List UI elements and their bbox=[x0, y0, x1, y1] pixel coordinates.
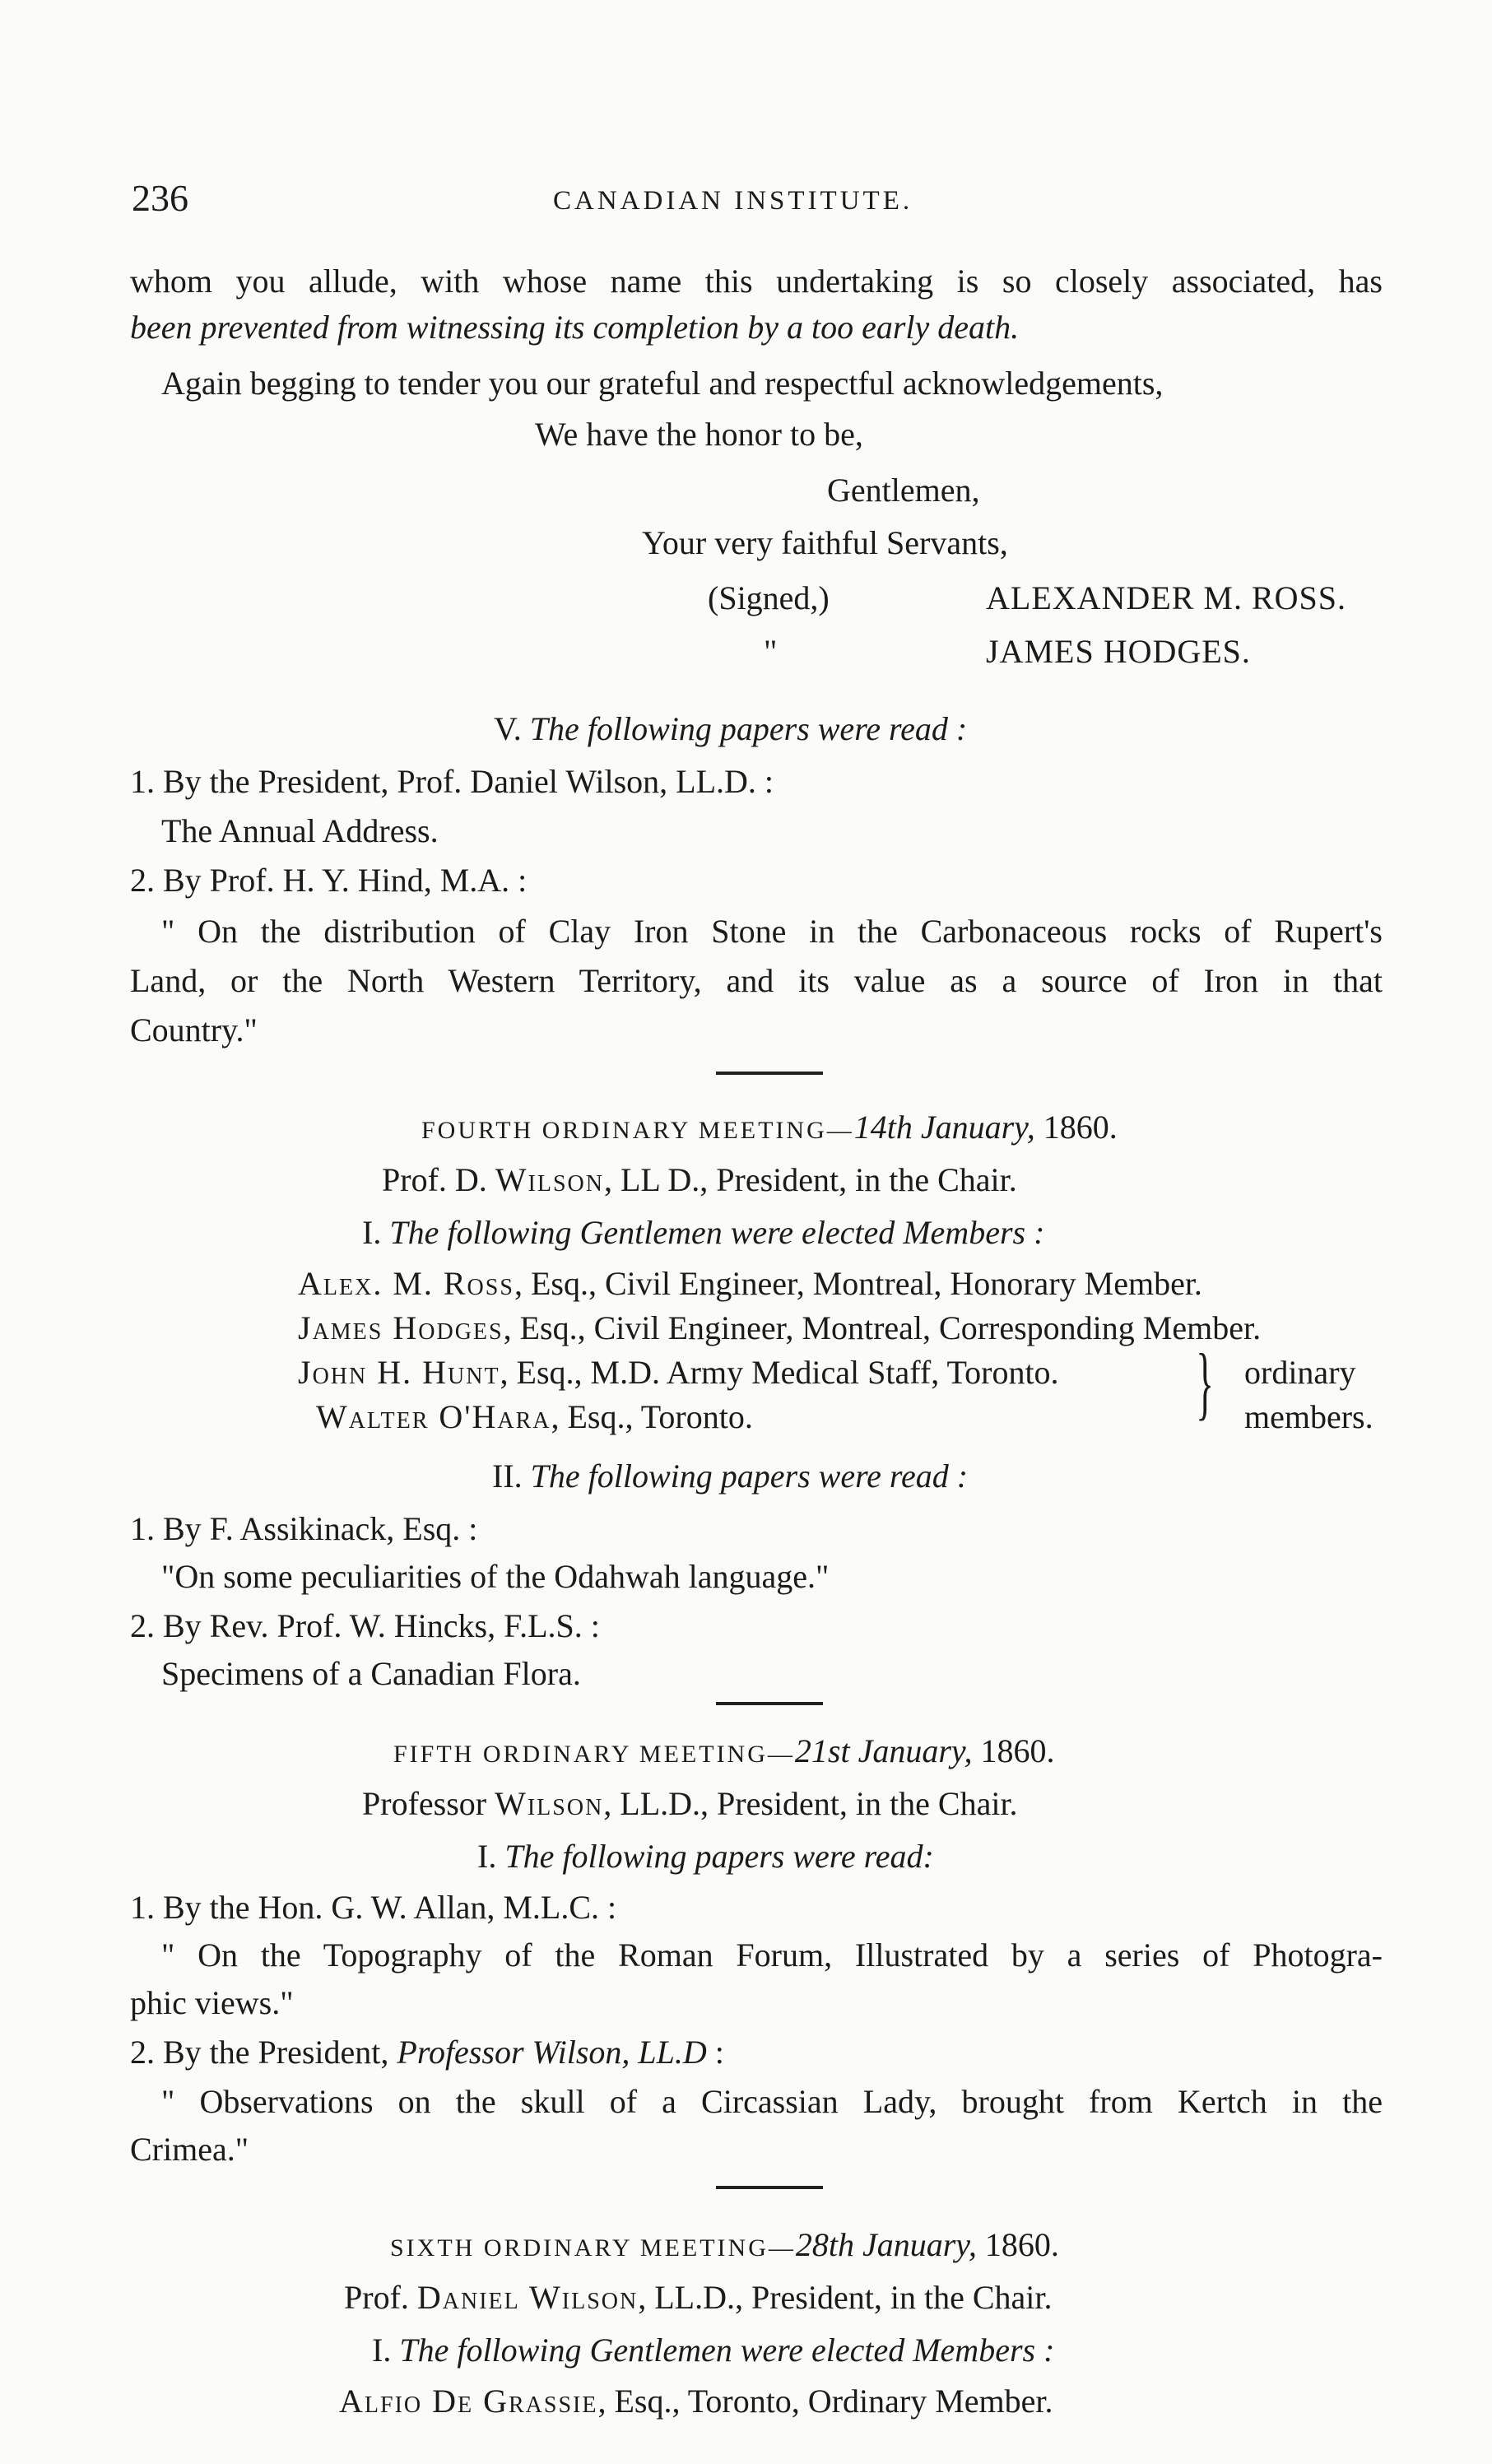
divider-1 bbox=[716, 1072, 823, 1075]
fourth-meeting-year: 1860. bbox=[1043, 1109, 1118, 1146]
fourth-papers-heading bbox=[492, 1457, 969, 1495]
paper-1-title: The Annual Address. bbox=[161, 812, 439, 849]
divider-3 bbox=[716, 2186, 823, 2189]
fifth-meeting-date: 21st January, bbox=[794, 1732, 973, 1769]
fourth-chair-name: Wilson bbox=[495, 1161, 604, 1198]
closing-gentlemen: Gentlemen, bbox=[827, 472, 980, 509]
paper-2-line-3: Country." bbox=[130, 1011, 258, 1048]
fifth-paper-2-author: Professor Wilson, LL.D bbox=[397, 2034, 707, 2071]
signed-label: (Signed,) bbox=[708, 579, 830, 616]
fifth-chair-name: Wilson bbox=[495, 1785, 604, 1822]
paper-2-line-2: Land, or the North Western Territory, and its value as a source of Iron in that bbox=[130, 962, 1383, 999]
member-hunt-details: , Esq., M.D. Army Medical Staff, Toronto. bbox=[500, 1354, 1059, 1391]
member-hodges-name: James Hodges bbox=[298, 1309, 504, 1346]
fourth-paper-1-title: "On some peculiarities of the Odahwah language." bbox=[161, 1558, 830, 1595]
fifth-meeting-year: 1860. bbox=[980, 1732, 1055, 1769]
sixth-chair-name: Daniel Wilson bbox=[416, 2279, 639, 2316]
fifth-paper-1-line-1: " On the Topography of the Roman Forum, Illustrated by a series of Photogra- bbox=[161, 1936, 1383, 1974]
member-hunt-name: John H. Hunt bbox=[298, 1354, 500, 1391]
fifth-paper-2-prefix: 2. By the President, bbox=[130, 2034, 397, 2071]
member-ross bbox=[298, 1267, 1202, 1300]
divider-2 bbox=[716, 1702, 823, 1705]
fifth-paper-1-heading: 1. By the Hon. G. W. Allan, M.L.C. : bbox=[130, 1889, 617, 1926]
member-ross-details: , Esq., Civil Engineer, Montreal, Honorary Member. bbox=[514, 1265, 1202, 1302]
letter-line-2 bbox=[130, 311, 1019, 344]
fourth-chair-suffix: , LL D., President, in the Chair. bbox=[603, 1161, 1017, 1198]
member-ohara bbox=[316, 1398, 753, 1435]
sixth-meeting-heading bbox=[390, 2226, 1059, 2263]
fifth-papers-text: The following papers were read: bbox=[504, 1838, 934, 1875]
fifth-meeting-label: FIFTH ORDINARY MEETING— bbox=[393, 1741, 795, 1768]
fifth-paper-2-heading bbox=[130, 2036, 724, 2069]
fourth-elected-heading bbox=[362, 1216, 1044, 1249]
brace-label-ordinary: ordinary bbox=[1244, 1354, 1356, 1391]
member-degrassie-details: , Esq., Toronto, Ordinary Member. bbox=[597, 2383, 1053, 2420]
section-v-number: V. bbox=[494, 710, 522, 747]
member-hodges-details: , Esq., Civil Engineer, Montreal, Corresponding Member. bbox=[503, 1309, 1262, 1346]
fifth-chair bbox=[362, 1785, 1018, 1822]
sixth-meeting-label: SIXTH ORDINARY MEETING— bbox=[390, 2234, 796, 2262]
fifth-paper-2-colon: : bbox=[706, 2034, 724, 2071]
closing-honor: We have the honor to be, bbox=[535, 416, 863, 453]
signatory-1: ALEXANDER M. ROSS. bbox=[986, 579, 1347, 616]
fourth-meeting-date: 14th January, bbox=[853, 1109, 1035, 1146]
member-hunt bbox=[298, 1356, 1059, 1389]
sixth-elected-heading bbox=[372, 2334, 1054, 2367]
fourth-chair-prefix: Prof. D. bbox=[382, 1161, 495, 1198]
sixth-elected-number: I. bbox=[372, 2332, 392, 2369]
sixth-meeting-date: 28th January, bbox=[795, 2226, 977, 2263]
signatory-2: JAMES HODGES. bbox=[986, 633, 1251, 670]
letter-line-1: whom you allude, with whose name this undertaking is so closely associated, has bbox=[130, 263, 1383, 300]
member-ohara-name: Walter O'Hara bbox=[316, 1398, 551, 1435]
sixth-meeting-year: 1860. bbox=[984, 2226, 1059, 2263]
letter-line-3: Again begging to tender you our grateful and respectful acknowledgements, bbox=[161, 365, 1164, 402]
running-title: CANADIAN INSTITUTE. bbox=[553, 186, 913, 216]
fourth-paper-1-heading: 1. By F. Assikinack, Esq. : bbox=[130, 1510, 478, 1547]
fifth-meeting-heading bbox=[393, 1732, 1055, 1769]
fourth-chair bbox=[382, 1161, 1017, 1198]
sixth-chair bbox=[344, 2281, 1053, 2314]
paper-2-line-1: " On the distribution of Clay Iron Stone in the Carbonaceous rocks of Rupert's bbox=[161, 913, 1383, 950]
fourth-elected-number: I. bbox=[362, 1214, 382, 1251]
sixth-chair-prefix: Prof. bbox=[344, 2279, 417, 2316]
member-degrassie bbox=[339, 2385, 1053, 2418]
member-hodges bbox=[298, 1309, 1262, 1346]
fifth-chair-prefix: Professor bbox=[362, 1785, 495, 1822]
fourth-paper-2-heading: 2. By Rev. Prof. W. Hincks, F.L.S. : bbox=[130, 1607, 600, 1644]
member-ross-name: Alex. M. Ross bbox=[298, 1265, 514, 1302]
fifth-chair-suffix: , LL.D., President, in the Chair. bbox=[603, 1785, 1018, 1822]
sixth-chair-suffix: , LL.D., President, in the Chair. bbox=[638, 2279, 1053, 2316]
paper-2-heading: 2. By Prof. H. Y. Hind, M.A. : bbox=[130, 862, 528, 899]
letter-line-2-text: been prevented from witnessing its completion by a too early death. bbox=[130, 309, 1020, 346]
fourth-elected-text: The following Gentlemen were elected Members : bbox=[389, 1214, 1045, 1251]
closing-servants: Your very faithful Servants, bbox=[642, 524, 1008, 561]
brace-label-members: members. bbox=[1244, 1398, 1373, 1435]
section-v-heading bbox=[494, 710, 968, 747]
page-number: 236 bbox=[132, 177, 188, 219]
fifth-paper-2-line-2: Crimea." bbox=[130, 2131, 249, 2168]
ditto-mark: " bbox=[764, 633, 778, 670]
fourth-papers-text: The following papers were read : bbox=[530, 1457, 969, 1495]
fifth-paper-1-line-2: phic views." bbox=[130, 1984, 294, 2021]
members-brace: } bbox=[1196, 1337, 1214, 1428]
fourth-paper-2-title: Specimens of a Canadian Flora. bbox=[161, 1655, 581, 1692]
member-degrassie-name: Alfio De Grassie bbox=[339, 2383, 598, 2420]
fourth-papers-number: II. bbox=[492, 1457, 523, 1495]
fourth-meeting-label: FOURTH ORDINARY MEETING— bbox=[421, 1117, 854, 1144]
section-v-text: The following papers were read : bbox=[529, 710, 968, 747]
fourth-meeting-heading bbox=[421, 1111, 1118, 1144]
fifth-paper-2-line-1: " Observations on the skull of a Circassian Lady, brought from Kertch in the bbox=[161, 2083, 1383, 2120]
member-ohara-details: , Esq., Toronto. bbox=[551, 1398, 753, 1435]
paper-1-heading: 1. By the President, Prof. Daniel Wilson, LL.D. : bbox=[130, 763, 774, 800]
fifth-papers-number: I. bbox=[477, 1838, 497, 1875]
sixth-elected-text: The following Gentlemen were elected Members : bbox=[399, 2332, 1055, 2369]
fifth-papers-heading bbox=[477, 1840, 934, 1873]
